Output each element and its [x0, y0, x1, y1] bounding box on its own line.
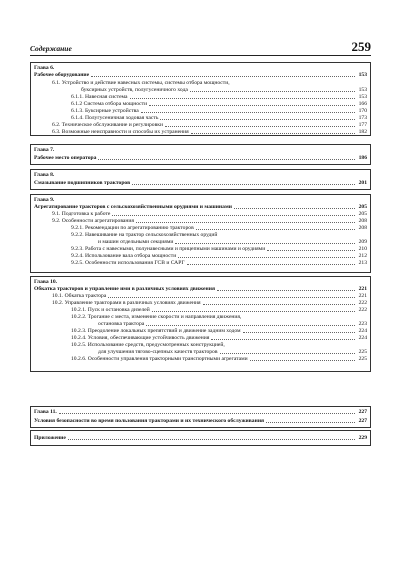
leader-dots [149, 105, 355, 106]
leader-dots [165, 126, 355, 127]
leader-dots [68, 439, 355, 440]
entry-text: 10.2.3. Преодоление локальных препятствий и движение задним ходом [71, 328, 241, 334]
page-number: 259 [351, 39, 371, 54]
page-ref: 173 [358, 115, 367, 121]
page-ref: 222 [358, 307, 367, 313]
toc-entry[interactable] [71, 259, 367, 267]
entry-text: 10.2. Управление тракторами в различных условиях движения [52, 300, 201, 306]
page-ref: 153 [358, 94, 367, 100]
page-ref: 209 [358, 239, 367, 245]
entry-text: 6.1.4. Полугусеничная ходовая часть [71, 115, 159, 121]
page-ref: 225 [358, 349, 367, 355]
chapter-10-box [30, 276, 371, 372]
chapter-title-row[interactable] [34, 154, 367, 162]
chapter-title: Агрегатирование тракторов с сельскохозяйственными орудиями и машинами [34, 204, 232, 210]
page-ref: 212 [358, 253, 367, 259]
page-ref: 213 [358, 260, 367, 266]
leader-dots [266, 422, 355, 423]
chapter-heading: Глава 9. [34, 197, 55, 203]
entry-text: 10.2.5. Использование средств, предусмотренных конструкцией, [71, 342, 225, 348]
appendix-title: Приложение [34, 435, 66, 441]
chapter-11-box [30, 406, 371, 428]
entry-text: 9.2.1. Рекомендации по агрегатированию тракторов [71, 225, 194, 231]
toc-entry[interactable] [71, 355, 367, 363]
chapter-title-row[interactable] [34, 417, 367, 425]
page-ref: 205 [358, 204, 367, 210]
chapter-title-row[interactable] [34, 179, 367, 187]
leader-dots [141, 112, 355, 113]
entry-text: для улучшения тягово-сцепных качеств тракторов [98, 349, 218, 355]
leader-dots [250, 360, 355, 361]
header-rule [30, 55, 371, 56]
page-ref: 222 [358, 300, 367, 306]
chapter-title: Обкатка тракторов и управление ими в различных условиях движения [34, 286, 215, 292]
page-ref: 177 [358, 122, 367, 128]
leader-dots [160, 119, 355, 120]
chapter-8-box [30, 169, 371, 190]
entry-text: 9.2.4. Использование вала отбора мощности [71, 253, 177, 259]
chapter-heading: Глава 6. [34, 65, 55, 71]
leader-dots [196, 229, 355, 230]
entry-text: буксирных устройств, полугусеничного хода [81, 87, 188, 93]
running-title: Содержание [30, 44, 72, 53]
toc-entry[interactable] [52, 128, 367, 136]
page-ref: 225 [358, 356, 367, 362]
entry-text: 9.1. Подготовка к работе [52, 211, 111, 217]
entry-text: 9.2.5. Особенности использования ГСВ и САРГ [71, 260, 185, 266]
chapter-9-box [30, 194, 371, 273]
leader-dots [136, 222, 355, 223]
leader-dots [175, 243, 355, 244]
page-ref: 210 [358, 246, 367, 252]
leader-dots [243, 332, 355, 333]
chapter-heading-row[interactable] [34, 408, 367, 416]
page-ref: 224 [358, 328, 367, 334]
page-ref: 208 [358, 218, 367, 224]
appendix-box [30, 430, 371, 446]
entry-text: остановка трактора [98, 321, 145, 327]
page-ref: 153 [358, 87, 367, 93]
leader-dots [190, 91, 355, 92]
leader-dots [108, 297, 355, 298]
entry-text: 6.1.2 Система отбора мощности [71, 101, 148, 107]
page-ref: 221 [358, 286, 367, 292]
entry-text: 10.2.2. Трогание с места, изменение скорости и направления движения, [71, 314, 242, 320]
leader-dots [187, 264, 355, 265]
page-ref: 224 [358, 335, 367, 341]
leader-dots [217, 290, 355, 291]
leader-dots [146, 325, 355, 326]
entry-text: 6.2. Техническое обслуживание и регулировки [52, 122, 163, 128]
leader-dots [152, 311, 355, 312]
leader-dots [112, 215, 355, 216]
page-ref: 227 [358, 409, 367, 415]
page-ref: 201 [358, 180, 367, 186]
entry-text: 6.1. Устройство и действие навесных системы, системы отбора мощности, [52, 80, 230, 86]
page-ref: 223 [358, 321, 367, 327]
entry-text: 9.2.3. Работа с навесными, полунавесными и прицепными машинами и орудиями [71, 246, 266, 252]
chapter-title: Рабочее оборудование [34, 72, 90, 78]
chapter-heading: Глава 8. [34, 172, 55, 178]
leader-dots [91, 76, 355, 77]
leader-dots [191, 133, 355, 134]
page-ref: 166 [358, 101, 367, 107]
page-ref: 208 [358, 225, 367, 231]
entry-text: 10.2.4. Условия, обеспечивающие устойчивость движения [71, 335, 210, 341]
page-ref: 221 [358, 293, 367, 299]
chapter-heading: Глава 11. [34, 409, 57, 415]
leader-dots [178, 257, 355, 258]
page-ref: 229 [358, 435, 367, 441]
chapter-7-box [30, 144, 371, 165]
page-ref: 227 [358, 418, 367, 424]
page-ref: 205 [358, 211, 367, 217]
leader-dots [130, 98, 355, 99]
entry-text: 6.1.1. Навесная система [71, 94, 128, 100]
page-header [30, 37, 371, 55]
chapter-title: Рабочее место оператора [34, 155, 97, 161]
leader-dots [267, 250, 355, 251]
chapter-6-box [30, 62, 371, 136]
entry-text: 10.2.1. Пуск и остановка дизелей [71, 307, 150, 313]
entry-text: 6.3. Возможные неисправности и способы их устранения [52, 129, 189, 135]
appendix-row[interactable] [34, 434, 367, 442]
entry-text: и машин отдельными секциями [98, 239, 174, 245]
leader-dots [234, 208, 355, 209]
entry-text: 10.1. Обкатка трактора [52, 293, 107, 299]
chapter-heading: Глава 7. [34, 147, 55, 153]
entry-text: 10.2.6. Особенности управления тракторными транспортными агрегатами [71, 356, 248, 362]
leader-dots [98, 159, 355, 160]
page-ref: 153 [358, 72, 367, 78]
chapter-title: Смазывание подшипников тракторов [34, 180, 131, 186]
chapter-heading: Глава 10. [34, 279, 58, 285]
leader-dots [211, 339, 355, 340]
entry-text: 6.1.3. Буксирные устройства [71, 108, 139, 114]
entry-text: 9.2.2. Навешивание на трактор сельскохозяйственных орудий [71, 232, 218, 238]
leader-dots [59, 413, 355, 414]
leader-dots [132, 184, 355, 185]
leader-dots [220, 353, 355, 354]
page-ref: 182 [358, 129, 367, 135]
leader-dots [203, 304, 355, 305]
chapter-title: Условия безопасности во время пользования тракторами и их технического обслуживания [34, 418, 265, 424]
chapter-title-row[interactable] [34, 71, 367, 79]
page-ref: 170 [358, 108, 367, 114]
page-ref: 186 [358, 155, 367, 161]
entry-text: 9.2. Особенности агрегатирования [52, 218, 134, 224]
